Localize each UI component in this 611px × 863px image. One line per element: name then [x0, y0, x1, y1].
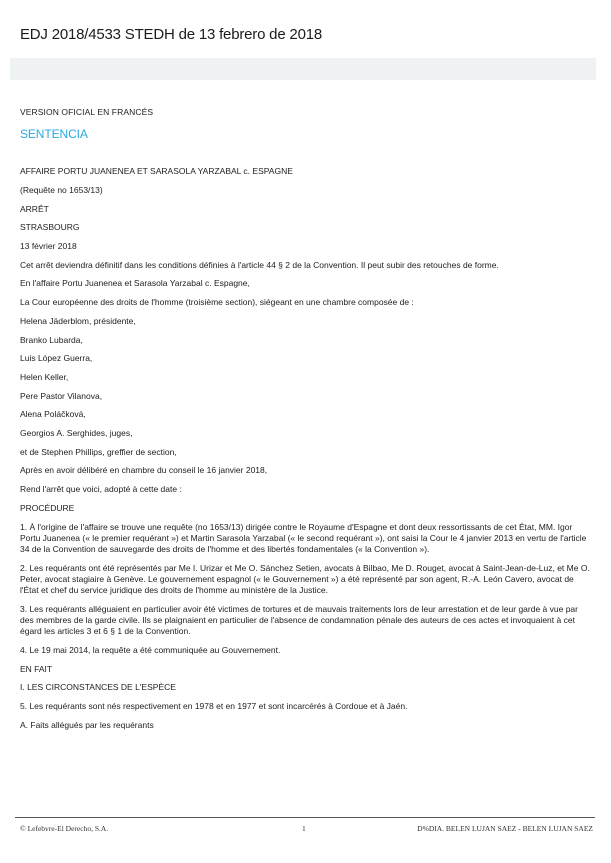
document-title: EDJ 2018/4533 STEDH de 13 febrero de 2018 [20, 26, 323, 43]
paragraph: 5. Les requérants sont nés respectivement en 1978 et en 1977 et sont incarcérés à Cordoue et à Jaén. [20, 701, 408, 711]
paragraph: 3. Les requérants alléguaient en particulier avoir été victimes de tortures et de mauvais traitements lors de leur arrestation et de leur garde à vue par des membres de la garde civile. Ils se plaignaient en particulier de l'absence de condamnation pénale des auteurs de ces actes et invoquaient à cet égard les articles 3 et 6 § 1 de la Convention. [20, 603, 578, 637]
header-band [10, 58, 596, 80]
paragraph: (Requête no 1653/13) [20, 184, 103, 195]
paragraph: En l'affaire Portu Juanenea et Sarasola Yarzabal c. Espagne, [20, 278, 250, 289]
paragraph: 4. Le 19 mai 2014, la requête a été communiquée au Gouvernement. [20, 644, 281, 655]
paragraph: 1. À l'origine de l'affaire se trouve une requête (no 1653/13) dirigée contre le Royaume d'Espagne et dont deux ressortissants de cet État, MM. Igor Portu Juanenea (« le premier requérant ») et Martin Sarasola Yarzabal (« le second requérant »), ont saisi la Cour le 4 janvier 2013 en vertu de l'article 34 de la Convention de sauvegarde des droits de l'homme et des libertés fondamentales (« la Convention »). [20, 521, 587, 554]
paragraph: et de Stephen Phillips, greffier de section, [20, 446, 177, 457]
paragraph: A. Faits allégués par les requérants [20, 719, 154, 730]
document-body [20, 107, 593, 738]
paragraph: Helena Jäderblom, présidente, [20, 315, 136, 326]
page-number: 1 [302, 824, 306, 833]
paragraph: Helen Keller, [20, 371, 69, 382]
version-label: VERSION OFICIAL EN FRANCÉS [20, 107, 154, 117]
paragraph: Pere Pastor Vilanova, [20, 390, 103, 401]
paragraph: 13 février 2018 [20, 241, 77, 252]
paragraph: STRASBOURG [20, 222, 80, 233]
paragraph: La Cour européenne des droits de l'homme (troisième section), siégeant en une chambre composée de : [20, 297, 414, 308]
footer-divider [15, 817, 595, 818]
paragraph: Luis López Guerra, [20, 353, 93, 364]
paragraph: EN FAIT [20, 663, 53, 674]
paragraph: ARRÊT [20, 203, 49, 214]
paragraph: Alena Poláčková, [20, 409, 86, 420]
paragraph: I. LES CIRCONSTANCES DE L'ESPÈCE [20, 682, 176, 693]
paragraph: Cet arrêt deviendra définitif dans les conditions définies à l'article 44 § 2 de la Convention. Il peut subir des retouches de forme. [20, 259, 499, 270]
footer-user: D%DIA. BELEN LUJAN SAEZ - BELEN LUJAN SAEZ [417, 824, 593, 833]
paragraph: AFFAIRE PORTU JUANENEA ET SARASOLA YARZABAL c. ESPAGNE [20, 166, 293, 177]
footer-copyright: © Lefebvre-El Derecho, S.A. [20, 824, 109, 833]
paragraph: Rend l'arrêt que voici, adopté à cette date : [20, 484, 182, 495]
paragraph: Après en avoir délibéré en chambre du conseil le 16 janvier 2018, [20, 465, 268, 476]
paragraph: 2. Les requérants ont été représentés par Me I. Urizar et Me O. Sánchez Setien, avocats à Bilbao, Me D. Rouget, avocat à Saint-Jean-de-Luz, et Me O. Peter, avocat stagiaire à Genève. Le gouvernement espagnol (« le Gouvernement ») a été représenté par son agent, R.-A. León Cavero, avocat de l'État et chef du service juridique des droits de l'homme au ministère de la Justice. [20, 562, 590, 596]
paragraph: Georgios A. Serghides, juges, [20, 428, 133, 439]
paragraph: PROCÉDURE [20, 502, 75, 513]
paragraph: Branko Lubarda, [20, 334, 83, 345]
section-heading-sentencia: SENTENCIA [20, 127, 88, 142]
